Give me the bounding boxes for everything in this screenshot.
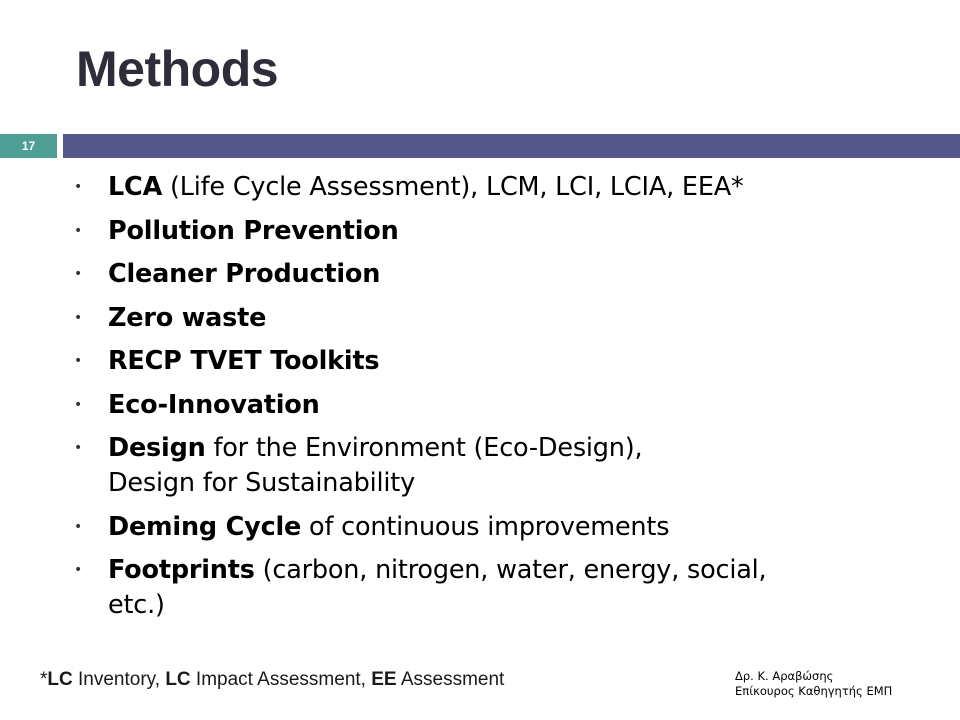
author-credit [735, 669, 892, 699]
bullet-item-deming-cycle [70, 510, 930, 545]
bullet-text: for the Environment (Eco-Design), [205, 433, 643, 463]
bullet-bold-text: RECP TVET Toolkits [108, 346, 380, 376]
bullet-dot-icon: • [74, 266, 83, 282]
bullet-item-cleaner-production [70, 257, 930, 292]
bullet-item-lca [70, 170, 930, 205]
footnote-star: * [40, 669, 48, 690]
bullet-item-footprints [70, 553, 930, 623]
footnote-bold-lc-2: LC [165, 669, 191, 690]
bullet-bold-text: Footprints [108, 555, 255, 585]
author-position: Επίκουρος Καθηγητής ΕΜΠ [735, 684, 893, 698]
bullet-text-continuation: Design for Sustainability [108, 468, 415, 498]
bullet-bold-text: Cleaner Production [108, 259, 381, 289]
bullet-list [70, 170, 930, 632]
bullet-bold-text: LCA [108, 172, 163, 202]
footnote-bold-ee: EE [371, 669, 397, 690]
slide-title: Methods [76, 41, 279, 97]
bullet-dot-icon: • [74, 518, 83, 535]
bullet-dot-icon: • [74, 562, 83, 578]
footnote-text-2: Impact Assessment, [190, 669, 372, 690]
author-name: Δρ. Κ. Αραβώσης [735, 669, 834, 683]
bullet-dot-icon: • [74, 309, 83, 326]
bullet-bold-text: Design [108, 433, 206, 463]
bullet-item-zero-waste [70, 301, 930, 336]
bullet-text: of continuous improvements [301, 511, 670, 542]
bullet-dot-icon: • [74, 440, 83, 456]
bullet-dot-icon: • [74, 353, 83, 369]
bullet-text: (carbon, nitrogen, water, energy, social, [254, 555, 767, 585]
bullet-text: (Life Cycle Assessment), LCM, LCI, LCIA, EEA* [162, 172, 744, 202]
bullet-bold-text: Deming Cycle [108, 511, 302, 542]
bullet-item-eco-innovation [70, 388, 930, 423]
footnote-text-3: Assessment [396, 669, 505, 690]
bullet-item-design [70, 431, 930, 501]
bullet-bold-text: Eco-Innovation [108, 389, 320, 420]
footnote-text-1: Inventory, [72, 669, 166, 690]
bullet-dot-icon: • [74, 179, 83, 195]
title-divider-bar [63, 134, 960, 158]
page-number-badge: 17 [0, 134, 57, 158]
bullet-dot-icon: • [74, 222, 83, 239]
bullet-item-recp-tvet-toolkits [70, 344, 930, 379]
footnote-bold-lc-1: LC [47, 669, 73, 690]
bullet-bold-text: Pollution Prevention [108, 215, 399, 246]
bullet-bold-text: Zero waste [108, 302, 267, 333]
footnote [40, 668, 504, 692]
bullet-dot-icon: • [74, 396, 83, 413]
bullet-text-continuation: etc.) [108, 590, 165, 620]
bullet-item-pollution-prevention [70, 214, 930, 249]
